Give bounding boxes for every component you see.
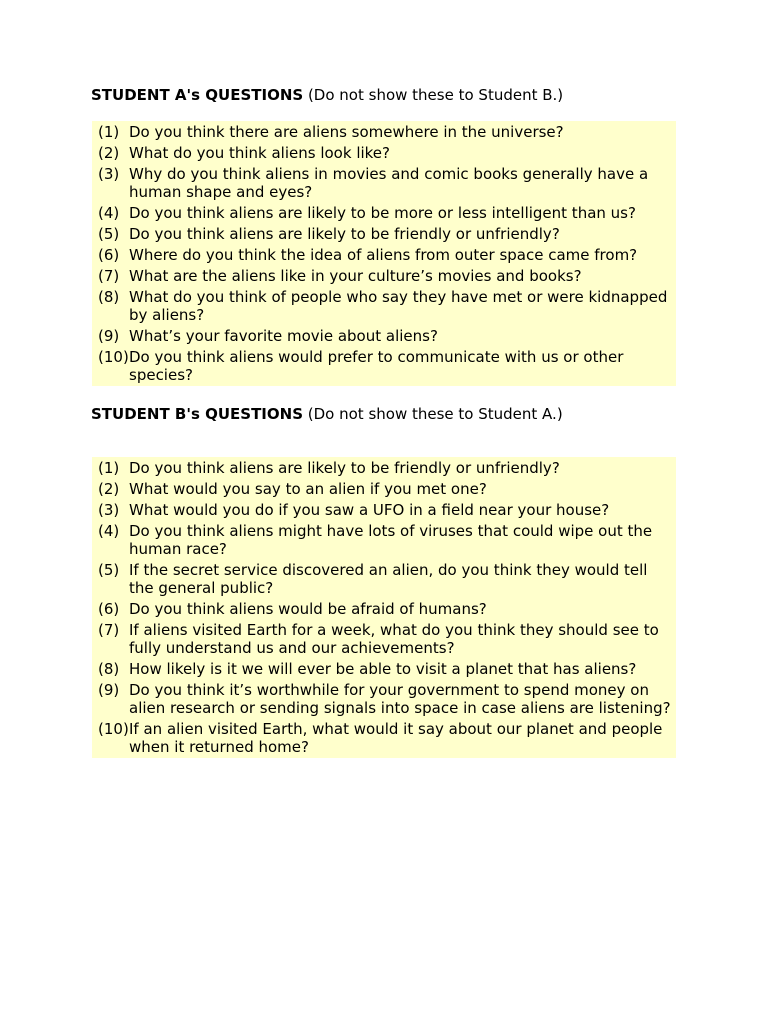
- question-text: Where do you think the idea of aliens from outer space came from?: [129, 246, 638, 264]
- question-text: What do you think aliens look like?: [129, 144, 390, 162]
- table-row: [92, 457, 676, 478]
- question-number: (2): [98, 144, 120, 162]
- question-text: Do you think aliens are likely to be friendly or unfriendly?: [129, 459, 560, 477]
- student-b-questions-body: [92, 457, 676, 758]
- student-a-heading-note: (Do not show these to Student B.): [303, 86, 564, 104]
- question-text: If the secret service discovered an alien, do you think they would tell the general public?: [129, 561, 648, 597]
- question-number: (5): [98, 225, 120, 243]
- question-text: If aliens visited Earth for a week, what do you think they should see to fully understand us and our achievements?: [129, 621, 659, 657]
- table-row: [92, 478, 676, 499]
- question-number: (10): [98, 720, 129, 738]
- question-number: (5): [98, 561, 120, 579]
- question-text: What are the aliens like in your culture’s movies and books?: [129, 267, 582, 285]
- student-a-questions-body: [92, 121, 676, 386]
- question-text: What’s your favorite movie about aliens?: [129, 327, 438, 345]
- question-number: (3): [98, 165, 120, 183]
- question-text: If an alien visited Earth, what would it say about our planet and people when it returned home?: [129, 720, 663, 756]
- question-number: (3): [98, 501, 120, 519]
- table-row: [92, 346, 676, 386]
- table-row: [92, 679, 676, 718]
- table-row: [92, 286, 676, 325]
- question-text: Why do you think aliens in movies and comic books generally have a human shape and eyes?: [129, 165, 649, 201]
- question-number: (2): [98, 480, 120, 498]
- table-row: [92, 244, 676, 265]
- question-text: Do you think aliens would prefer to communicate with us or other species?: [129, 348, 624, 384]
- question-number: (7): [98, 621, 120, 639]
- table-row: [92, 658, 676, 679]
- question-number: (6): [98, 246, 120, 264]
- question-number: (4): [98, 204, 120, 222]
- question-text: Do you think there are aliens somewhere in the universe?: [129, 123, 564, 141]
- question-text: Do you think aliens might have lots of viruses that could wipe out the human race?: [129, 522, 653, 558]
- table-row: [92, 163, 676, 202]
- student-b-heading: [91, 405, 563, 423]
- table-row: [92, 598, 676, 619]
- question-number: (1): [98, 459, 120, 477]
- table-row: [92, 718, 676, 758]
- student-b-questions-table: [92, 457, 676, 758]
- question-text: Do you think it’s worthwhile for your government to spend money on alien research or sending signals into space in case aliens are listening?: [129, 681, 671, 717]
- question-number: (10): [98, 348, 129, 366]
- student-a-questions-table: [92, 121, 676, 386]
- question-text: How likely is it we will ever be able to visit a planet that has aliens?: [129, 660, 637, 678]
- question-number: (1): [98, 123, 120, 141]
- table-row: [92, 202, 676, 223]
- table-row: [92, 223, 676, 244]
- table-row: [92, 265, 676, 286]
- table-row: [92, 142, 676, 163]
- question-text: What would you do if you saw a UFO in a field near your house?: [129, 501, 610, 519]
- table-row: [92, 325, 676, 346]
- table-row: [92, 520, 676, 559]
- question-number: (6): [98, 600, 120, 618]
- question-text: What would you say to an alien if you met one?: [129, 480, 487, 498]
- question-number: (8): [98, 288, 120, 306]
- student-a-heading-title: STUDENT A's QUESTIONS: [91, 86, 304, 104]
- question-number: (9): [98, 327, 120, 345]
- question-number: (8): [98, 660, 120, 678]
- question-text: Do you think aliens would be afraid of humans?: [129, 600, 487, 618]
- table-row: [92, 121, 676, 142]
- student-b-heading-title: STUDENT B's QUESTIONS: [91, 405, 303, 423]
- table-row: [92, 559, 676, 598]
- question-text: Do you think aliens are likely to be friendly or unfriendly?: [129, 225, 560, 243]
- table-row: [92, 499, 676, 520]
- student-a-heading: [91, 86, 563, 104]
- question-number: (4): [98, 522, 120, 540]
- student-b-heading-note: (Do not show these to Student A.): [303, 405, 563, 423]
- question-text: What do you think of people who say they have met or were kidnapped by aliens?: [129, 288, 668, 324]
- question-number: (9): [98, 681, 120, 699]
- table-row: [92, 619, 676, 658]
- question-number: (7): [98, 267, 120, 285]
- question-text: Do you think aliens are likely to be more or less intelligent than us?: [129, 204, 636, 222]
